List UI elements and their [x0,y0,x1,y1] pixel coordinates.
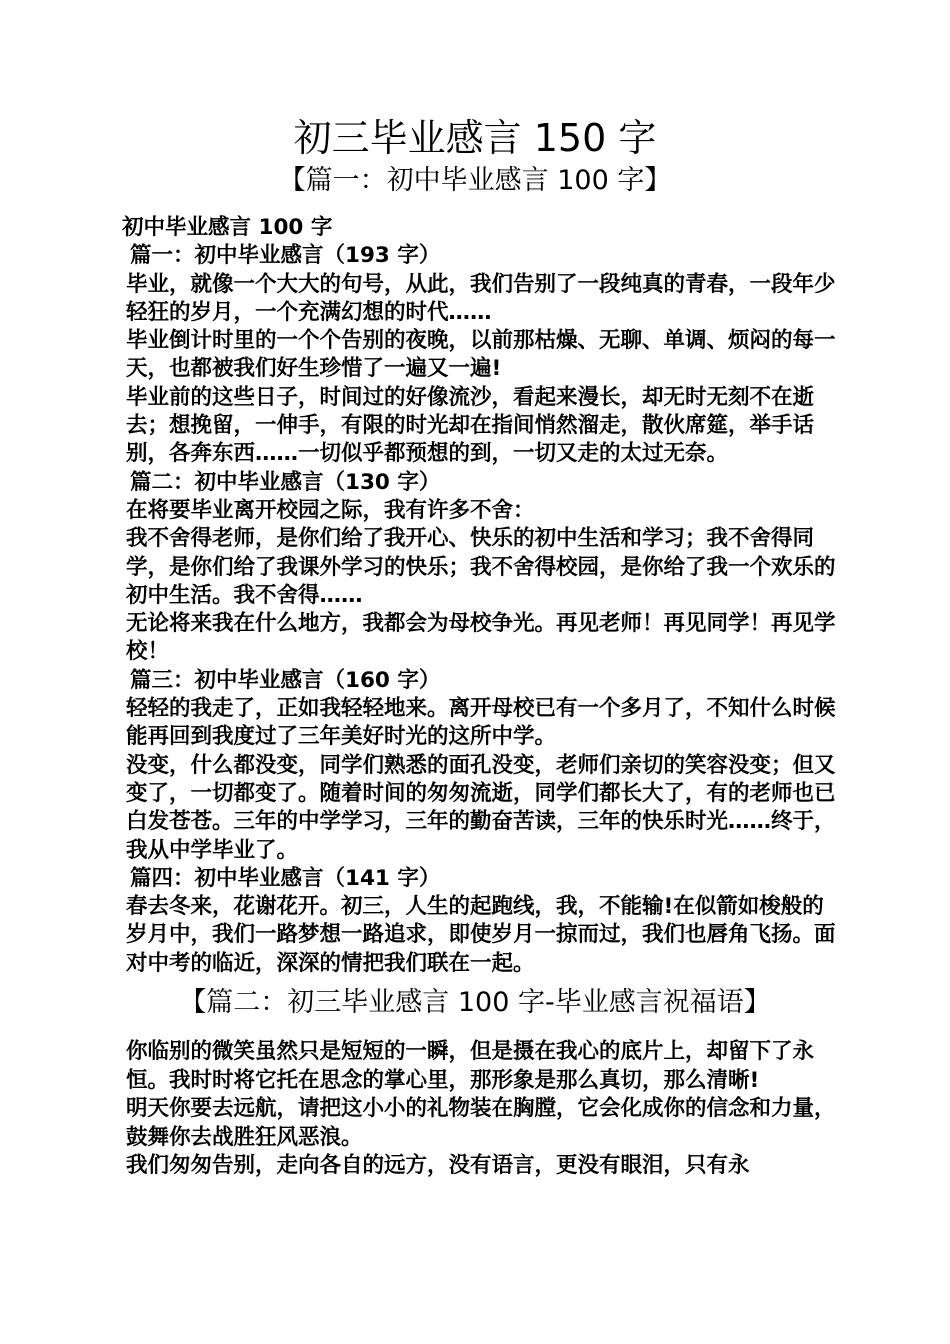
part4-heading: 篇四：初中毕业感言（141 字） [130,865,441,891]
part3-heading: 篇三：初中毕业感言（160 字） [130,667,441,693]
part1-paragraph-a: 毕业，就像一个大大的句号，从此，我们告别了一段纯真的青春，一段年少轻狂的岁月，一个充满幻想的时代…… [126,271,836,325]
section2-heading: 【篇二：初三毕业感言 100 字-毕业感言祝福语】 [179,987,771,1018]
section1-heading: 【篇一：初中毕业感言 100 字】 [278,165,672,196]
section2-paragraph-1: 你临别的微笑虽然只是短短的一瞬，但是摄在我心的底片上，却留下了永恒。我时时将它托在思念的掌心里，那形象是那么真切，那么清晰! [126,1039,815,1093]
document-title: 初三毕业感言 150 字 [293,116,657,160]
part2-paragraph-b: 我不舍得老师，是你们给了我开心、快乐的初中生活和学习；我不舍得同学，是你们给了我课外学习的快乐；我不舍得校园，是你给了我一个欢乐的初中生活。我不舍得…… [126,526,836,608]
section2-paragraph-2: 明天你要去远航，请把这小小的礼物装在胸膛，它会化成你的信念和力量，鼓舞你去战胜狂风恶浪。 [126,1096,836,1150]
part3-paragraph-b: 没变，什么都没变，同学们熟悉的面孔没变，老师们亲切的笑容没变；但又变了，一切都变了。随着时间的匆匆流逝，同学们都长大了，有的老师也已白发苍苍。三年的中学学习，三年的勤奋苦读，三年的快乐时光……终于，我从中学毕业了。 [126,752,836,863]
section1-label: 初中毕业感言 100 字 [122,215,333,240]
part3-paragraph-a: 轻轻的我走了，正如我轻轻地来。离开母校已有一个多月了，不知什么时候能再回到我度过了三年美好时光的这所中学。 [126,696,836,750]
part2-paragraph-c: 无论将来我在什么地方，我都会为母校争光。再见老师！再见同学！再见学校！ [126,611,836,665]
section1-body [116,214,838,978]
part1-paragraph-b: 毕业倒计时里的一个个告别的夜晚，以前那枯燥、无聊、单调、烦闷的每一天，也都被我们好生珍惜了一遍又一遍! [126,328,836,382]
part2-heading: 篇二：初中毕业感言（130 字） [130,469,441,495]
section2-paragraph-3: 我们匆匆告别，走向各自的远方，没有语言，更没有眼泪，只有永 [126,1153,750,1178]
part4-paragraph-a: 春去冬来，花谢花开。初三，人生的起跑线，我，不能输!在似箭如梭般的岁月中，我们一路梦想一路追求，即使岁月一掠而过，我们也唇角飞扬。面对中考的临近，深深的情把我们联在一起。 [126,894,836,976]
part1-heading: 篇一：初中毕业感言（193 字） [130,243,441,269]
part1-paragraph-c: 毕业前的这些日子，时间过的好像流沙，看起来漫长，却无时无刻不在逝去；想挽留，一伸手，有限的时光却在指间悄然溜走，散伙席筵，举手话别，各奔东西……一切似乎都预想的到，一切又走的太过无奈。 [126,384,815,467]
part2-paragraph-a: 在将要毕业离开校园之际，我有许多不舍： [126,497,535,523]
section2-body [116,1038,838,1181]
